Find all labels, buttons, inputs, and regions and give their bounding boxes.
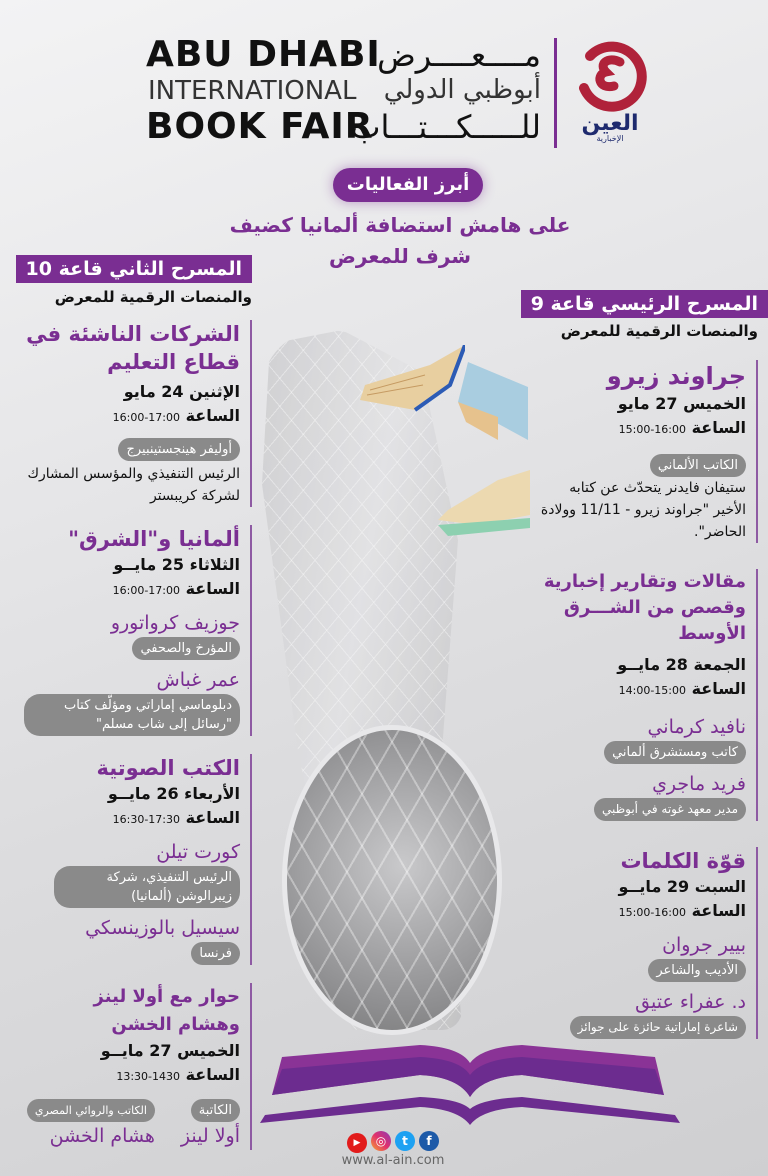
flying-book-light-blue	[458, 362, 528, 440]
speaker-role-badge: فرنسا	[191, 942, 240, 965]
speaker-name: هشام الخشن	[49, 1125, 155, 1147]
event-title: جراوند زيرو	[606, 362, 746, 390]
fair-title-en-3: BOOK FAIR	[146, 106, 374, 147]
instagram-icon[interactable]: ◎	[371, 1131, 391, 1151]
event-time: الساعة 15:00-16:00	[618, 901, 746, 920]
event-time: الساعة 14:00-15:00	[618, 679, 746, 698]
speaker-role-badge: شاعرة إماراتية حائزة على جوائز	[570, 1016, 746, 1039]
event-date: الخميس 27 مايــو	[100, 1041, 240, 1060]
speaker-role-badge: الرئيس التنفيذي، شركة زيبرالوشن (ألمانيا)	[54, 866, 240, 908]
website-link[interactable]: www.al-ain.com	[341, 1153, 445, 1168]
speaker-role-badge: الأديب والشاعر	[648, 959, 746, 982]
speaker-group	[27, 1099, 155, 1150]
speaker-role: الرئيس التنفيذي والمؤسس المشارك لشركة كريبستر	[27, 466, 240, 504]
speaker-group	[181, 1099, 240, 1150]
speaker-name: فريد ماجري	[652, 773, 746, 795]
al-ain-logo	[568, 36, 652, 146]
event-time: الساعة 16:30-17:30	[112, 808, 240, 827]
open-book-graphic	[260, 1045, 720, 1125]
flying-book-blue	[355, 345, 465, 415]
event-date: السبت 29 مايــو	[618, 877, 746, 896]
event-card	[12, 754, 252, 965]
fair-title-ar-2: أبوظبي الدولي	[383, 75, 541, 105]
event-title: الشركات الناشئة في قطاع التعليم	[26, 322, 240, 374]
speaker-role-badge: مدير معهد غوته في أبوظبي	[594, 798, 746, 821]
logo-name: العين	[581, 111, 639, 136]
event-card	[12, 983, 252, 1150]
speaker-role-badge: دبلوماسي إماراتي ومؤلّف كتاب "رسائل إلى شاب مسلم"	[24, 694, 240, 736]
speaker-name: أولا لينز	[180, 1125, 240, 1147]
highlights-badge: أبرز الفعاليات	[333, 168, 483, 202]
right-hall-subtitle: والمنصات الرقمية للمعرض	[560, 322, 758, 340]
event-title: مقالات وتقارير إخبارية وقصص من الشـــرق الأوسط	[543, 571, 746, 644]
event-time: الساعة 16:00-17:00	[112, 406, 240, 425]
event-date: الإثنين 24 مايو	[123, 382, 240, 401]
speaker-name-badge: أوليفر هينجستينبيرج	[118, 438, 240, 461]
speaker-name: كورت تيلن	[156, 841, 240, 863]
speaker-role-badge: الكاتبة	[191, 1099, 240, 1122]
event-card	[12, 320, 252, 507]
speaker-role-badge: الكاتب الألماني	[650, 454, 746, 477]
speaker-role-badge: الكاتب والروائي المصري	[27, 1099, 155, 1122]
subtitle-line-1: على هامش استضافة ألمانيا كضيف	[229, 213, 571, 237]
fair-title-block	[146, 36, 546, 148]
logo-subname: الإخبارية	[596, 134, 624, 143]
event-time: الساعة 15:00-16:00	[618, 418, 746, 437]
event-title: حوار مع أولا لينز وهشام الخشن	[93, 986, 240, 1035]
speaker-name: عمر غباش	[156, 669, 240, 691]
event-card	[538, 360, 758, 543]
right-hall-title: المسرح الرئيسي قاعة 9	[521, 290, 768, 318]
event-title: الكتب الصوتية	[96, 756, 240, 780]
facebook-icon[interactable]: f	[419, 1131, 439, 1151]
left-hall-events	[12, 320, 252, 1150]
header-divider	[554, 38, 557, 148]
speaker-name: جوزيف كرواتورو	[110, 612, 240, 634]
twitter-icon[interactable]: t	[395, 1131, 415, 1151]
event-title: ألمانيا و"الشرق"	[68, 527, 240, 551]
al-ain-logo-icon	[568, 36, 652, 112]
speaker-name: نافيد كرماني	[647, 716, 746, 738]
subtitle-line-2: شرف للمعرض	[328, 244, 472, 268]
fair-title-en-1: ABU DHABI	[146, 34, 381, 75]
youtube-icon[interactable]: ▶	[347, 1133, 367, 1153]
speaker-role-badge: كاتب ومستشرق ألماني	[604, 741, 746, 764]
event-date: الخميس 27 مايو	[617, 394, 746, 413]
event-card	[12, 525, 252, 736]
left-hall-title: المسرح الثاني قاعة 10	[16, 255, 253, 283]
flying-book-green	[438, 470, 530, 536]
event-card	[538, 569, 758, 821]
fair-title-en-2: INTERNATIONAL	[148, 76, 357, 106]
fair-title-ar-1: مــــعــــرض	[377, 36, 541, 74]
speaker-name: د. عفراء عتيق	[635, 991, 746, 1013]
aldar-disc-building-image	[282, 725, 502, 1035]
speaker-role-badge: المؤرخ والصحفي	[132, 637, 240, 660]
event-card	[538, 847, 758, 1039]
speaker-name: بيير جروان	[662, 934, 746, 956]
speaker-name: سيسيل بالوزينسكي	[85, 917, 240, 939]
right-hall-events	[538, 360, 758, 1057]
event-date: الجمعة 28 مايــو	[617, 655, 746, 674]
event-title: قوّة الكلمات	[620, 849, 746, 873]
left-hall-subtitle: والمنصات الرقمية للمعرض	[54, 288, 252, 306]
fair-title-ar-3: للـــــكـــتـــاب	[350, 108, 541, 146]
social-icons	[338, 1130, 448, 1153]
event-description: ستيفان فايدنر يتحدّث عن كتابه الأخير "جراوند زيرو - 11/11 وولادة الحاضر".	[540, 480, 746, 540]
event-date: الثلاثاء 25 مايــو	[113, 555, 240, 574]
event-time: الساعة 16:00-17:00	[112, 579, 240, 598]
event-time: الساعة 13:30-1430	[116, 1065, 240, 1084]
event-date: الأربعاء 26 مايــو	[107, 784, 240, 803]
